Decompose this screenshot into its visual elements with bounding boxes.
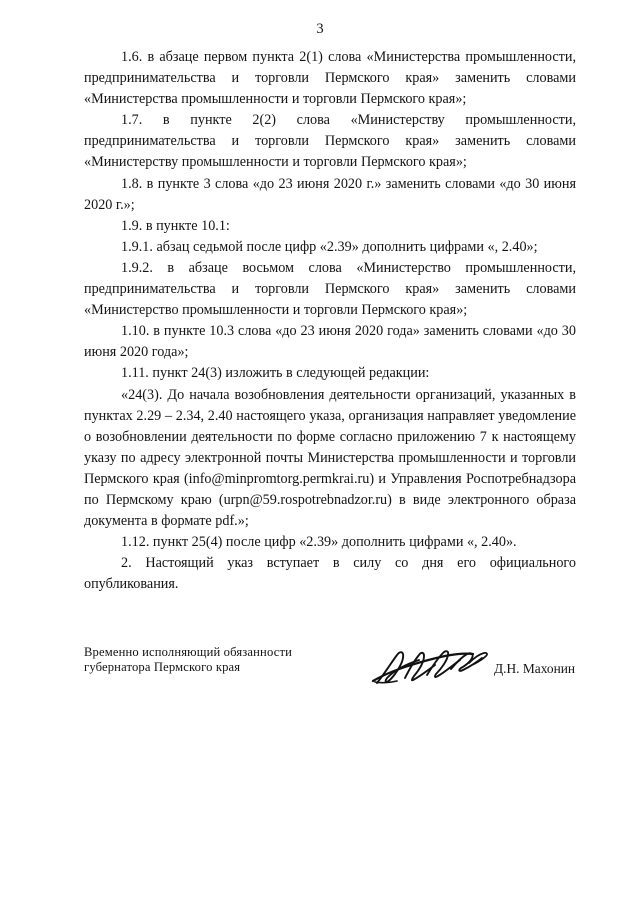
document-body (84, 47, 576, 595)
handwritten-signature-icon (369, 645, 489, 689)
signatory-title-line-2: губернатора Пермского края (84, 659, 241, 674)
signatory-title (84, 645, 344, 674)
paragraph-1-7: 1.7. в пункте 2(2) слова «Министерству промышленности, предпринимательства и торговли Пермского края» заменить словами «Министерству промышленности и торговли Пермского края»; (84, 112, 576, 171)
paragraph-1-8: 1.8. в пункте 3 слова «до 23 июня 2020 г.» заменить словами «до 30 июня 2020 г.»; (84, 175, 576, 213)
paragraph-2-effective-date: 2. Настоящий указ вступает в силу со дня его официального опубликования. (84, 555, 576, 593)
signature-block (84, 645, 584, 695)
signatory-title-line-1: Временно исполняющий обязанности (84, 645, 292, 659)
paragraph-1-12: 1.12. пункт 25(4) после цифр «2.39» дополнить цифрами «, 2.40». (121, 534, 517, 551)
paragraph-1-11: 1.11. пункт 24(3) изложить в следующей редакции: (121, 365, 430, 382)
signatory-name: Д.Н. Махонин (494, 661, 576, 676)
paragraph-1-9-1: 1.9.1. абзац седьмой после цифр «2.39» дополнить цифрами «, 2.40»; (121, 238, 538, 255)
paragraph-1-10: 1.10. в пункте 10.3 слова «до 23 июня 2020 года» заменить словами «до 30 июня 2020 года»; (84, 323, 576, 361)
page-number: 3 (316, 21, 324, 37)
paragraph-24-3-quote: «24(3). До начала возобновления деятельности организаций, указанных в пунктах 2.29 – 2.34, 2.40 настоящего указа, организация направляет уведомление о возобновлении деятельности по форме согласно приложению 7 к настоящему указу по адресу электронной почты Министерства промышленности и торговли Пермского края (info@minpromtorg.permkrai.ru) и Управления Роспотребнадзора по Пермскому краю (urpn@59.rospotrebnadzor.ru) в виде электронного образа документа в формате pdf.»; (84, 386, 576, 530)
paragraph-1-9: 1.9. в пункте 10.1: (121, 217, 230, 234)
paragraph-1-9-2: 1.9.2. в абзаце восьмом слова «Министерство промышленности, предпринимательства и торговли Пермского края» заменить словами «Министерство промышленности и торговли Пермского края»; (84, 259, 576, 319)
paragraph-1-6: 1.6. в абзаце первом пункта 2(1) слова «Министерства промышленности, предпринимательства и торговли Пермского края» заменить словами «Министерства промышленности и торговли Пермского края»; (84, 49, 576, 108)
